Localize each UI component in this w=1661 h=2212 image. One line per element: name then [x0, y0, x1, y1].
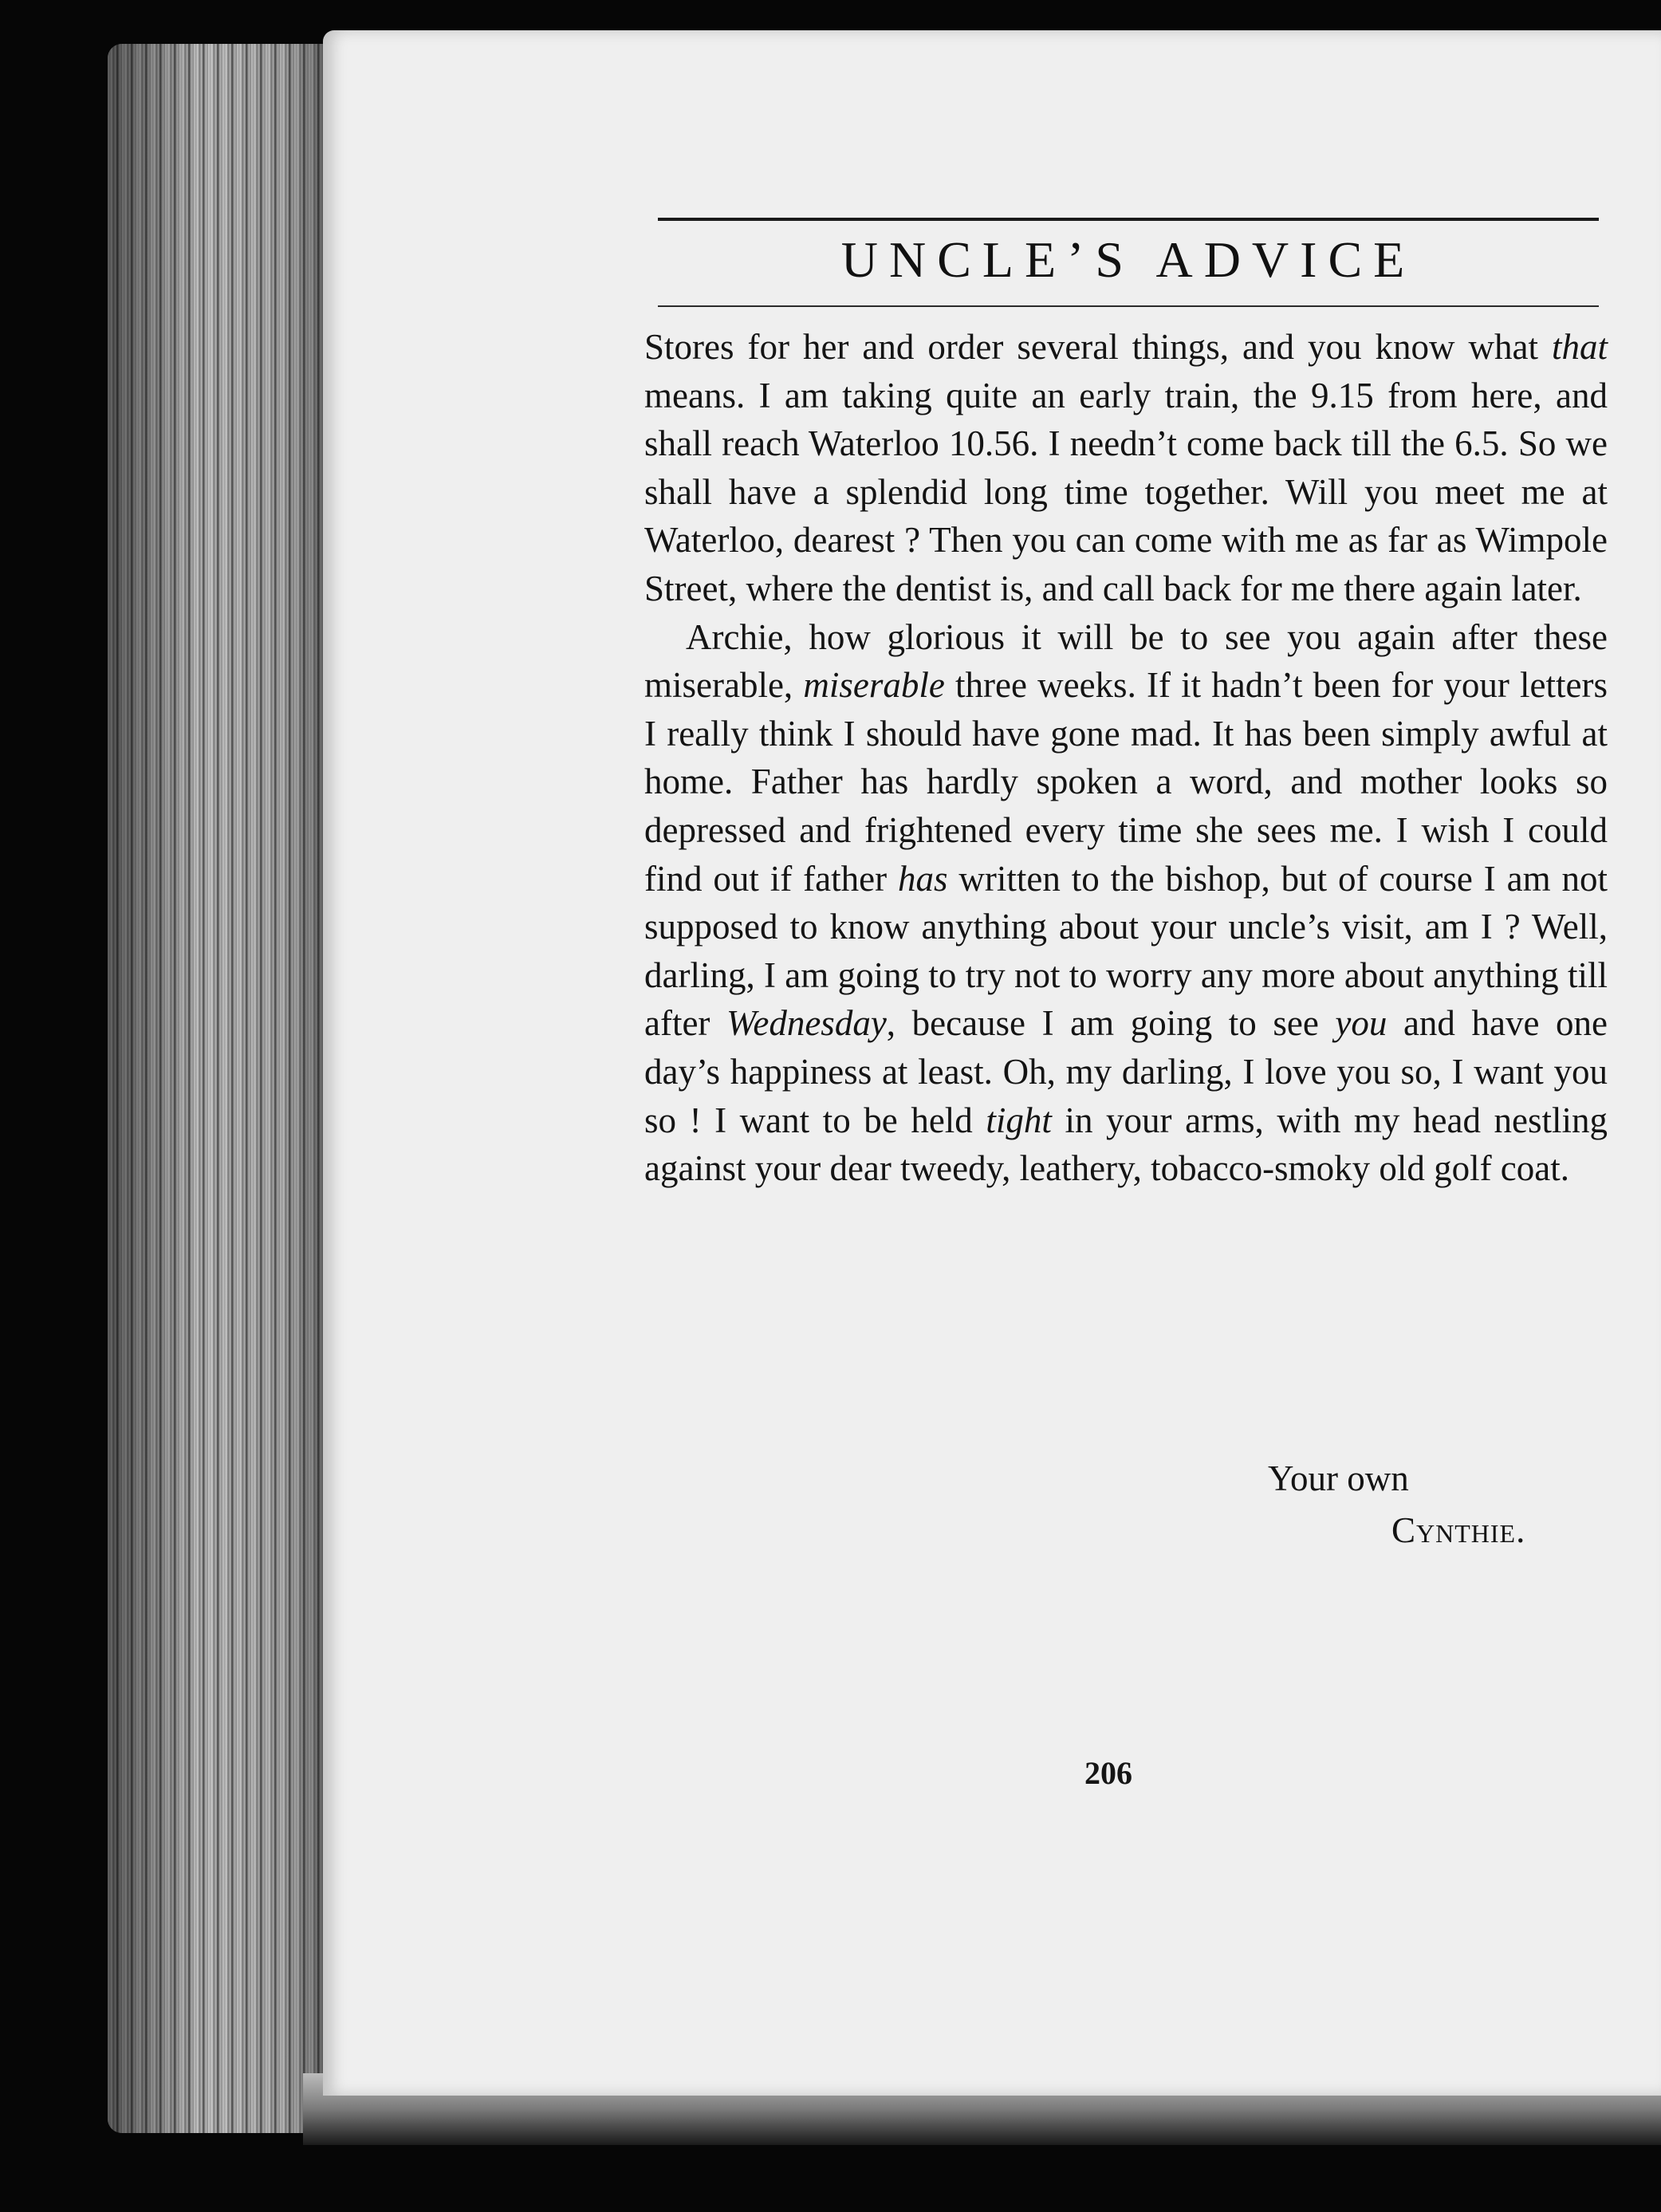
text-run: , because I am going to see — [886, 1003, 1336, 1044]
text-run: Stores for her and order several things, and you know what — [644, 327, 1552, 367]
text-run: three weeks. If it hadn’t been for your letters I really think I should have gone mad. It has been simply awful at home. Father has hardly spoken a word, and mother looks so depressed and frightened every time she sees me. I wish I could find out if father — [644, 665, 1608, 899]
italic-text-run: that — [1551, 327, 1608, 367]
paragraph — [644, 613, 1608, 1193]
italic-text-run: miserable — [803, 665, 945, 706]
text-run: in your arms, with my head nestling against your dear tweedy, leathery, tobacco-smoky old golf coat. — [644, 1100, 1608, 1189]
letter-signature: Cynthie. — [1391, 1510, 1526, 1550]
page-edges-shadow — [108, 44, 347, 2133]
running-head: UNCLE’S ADVICE — [840, 231, 1416, 288]
page-number: 206 — [1084, 1755, 1132, 1791]
letter-closing: Your own — [1268, 1458, 1409, 1498]
text-run: written to the bishop, but of course I am not supposed to know anything about your uncle’s visit, am I ? Well, darling, I am going to try not to worry any more about anything till after — [644, 858, 1608, 1044]
italic-text-run: Wednesday — [726, 1003, 887, 1044]
paragraph — [644, 323, 1608, 613]
italic-text-run: tight — [986, 1100, 1052, 1140]
header-rule-top — [658, 218, 1599, 221]
body-text — [644, 323, 1608, 1193]
text-run: means. I am taking quite an early train, the 9.15 from here, and shall reach Waterloo 10.56. I needn’t come back till the 6.5. So we shall have a splendid long time together. Will you meet me at Waterloo, dearest ? Then you can come with me as far as Wimpole Street, where the dentist is, and call back for me there again later. — [644, 375, 1608, 608]
italic-text-run: has — [897, 858, 948, 899]
text-run: and have one day’s happiness at least. Oh, my darling, I love you so, I want you so ! I want to be held — [644, 1003, 1608, 1140]
header-rule-bottom — [658, 305, 1599, 307]
text-run: Archie, how glorious it will be to see you again after these miserable, — [644, 616, 1608, 706]
italic-text-run: you — [1335, 1003, 1387, 1044]
